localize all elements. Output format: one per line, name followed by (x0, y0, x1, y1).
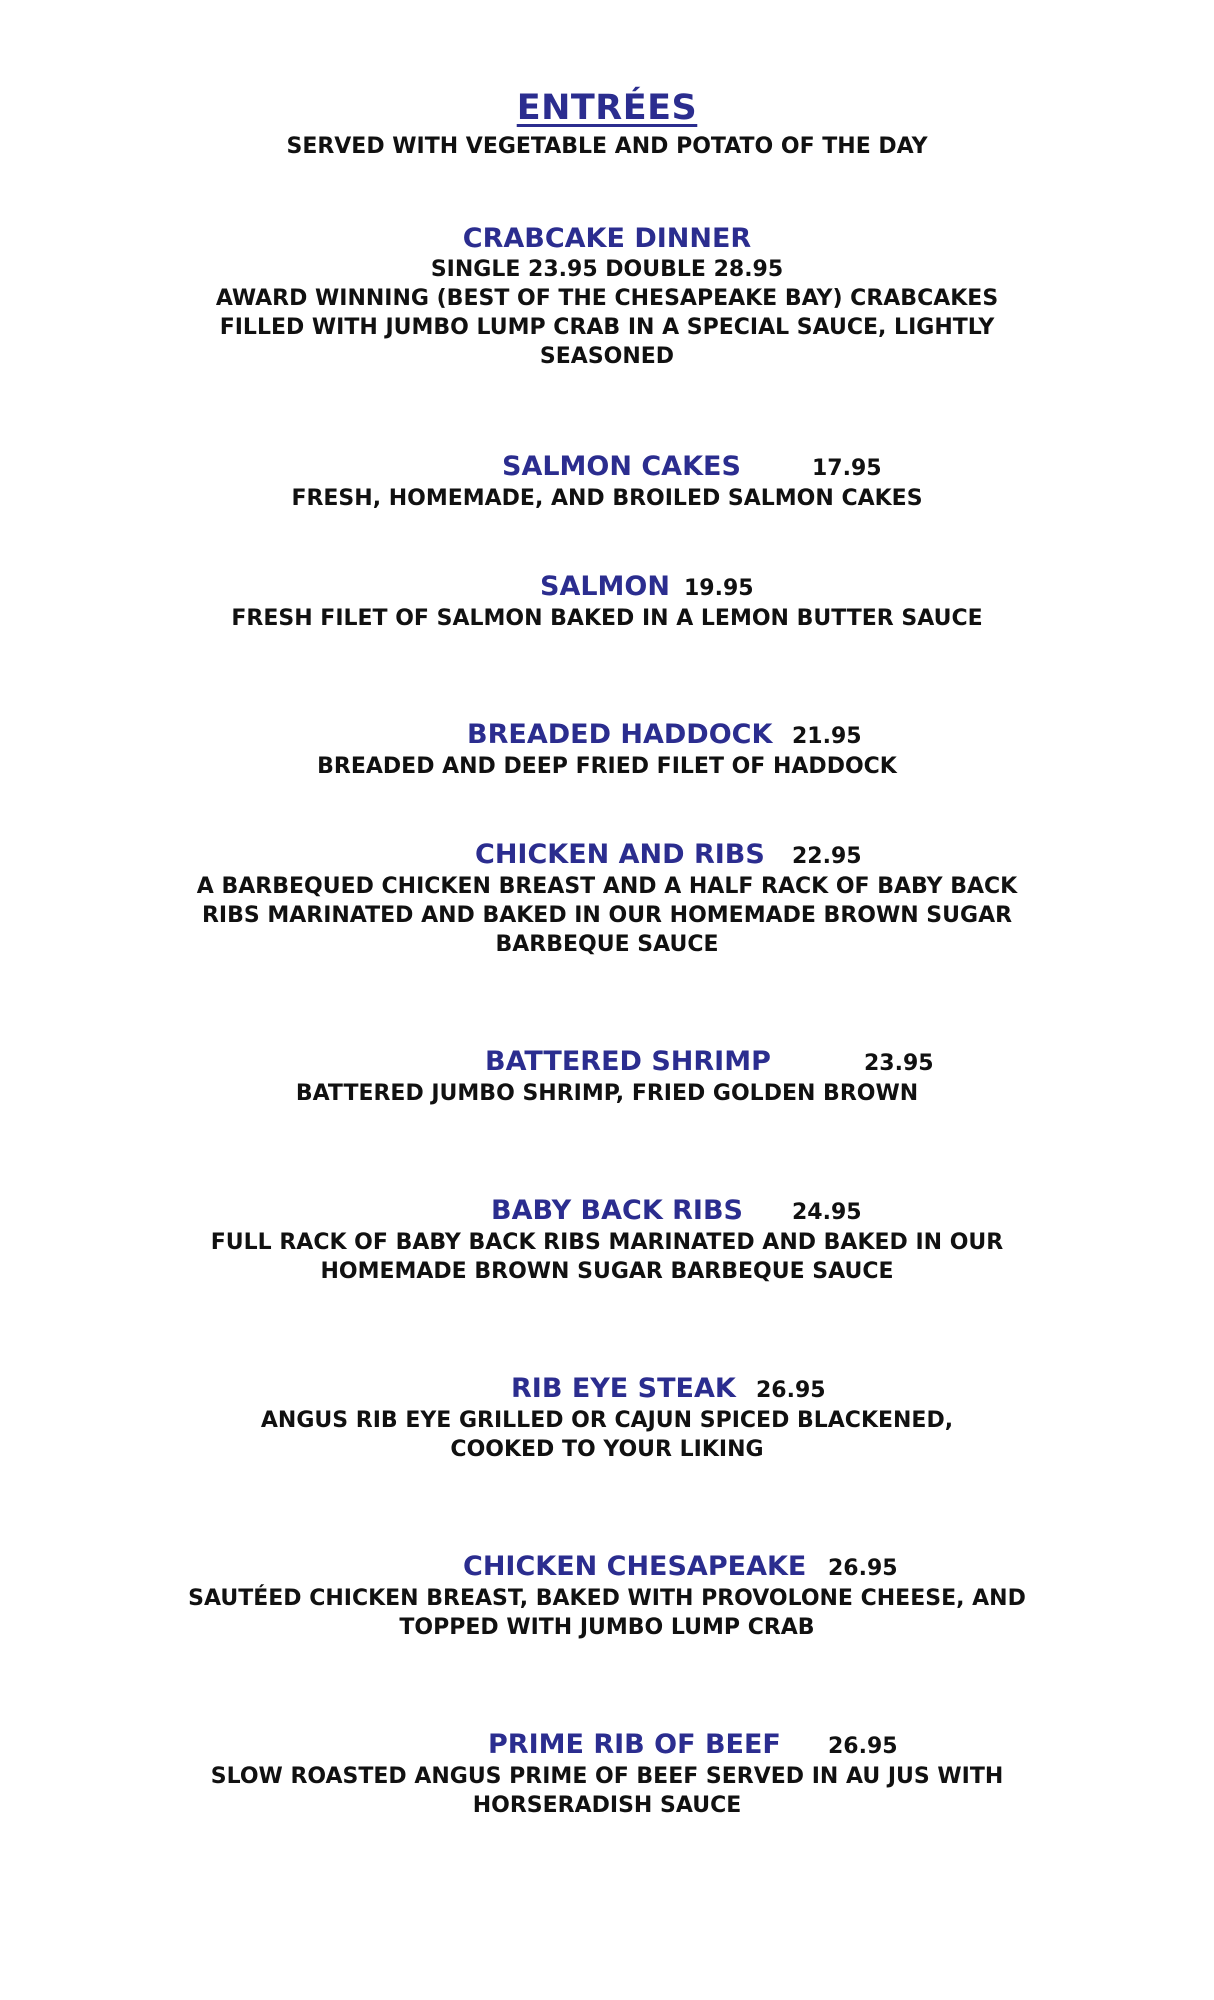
page-subtitle: SERVED WITH VEGETABLE AND POTATO OF THE DAY (286, 134, 928, 159)
item-price: 22.95 (792, 844, 862, 869)
menu-item-prime-rib-of-beef (0, 1728, 1214, 1820)
item-description: BATTERED JUMBO SHRIMP, FRIED GOLDEN BROWN (295, 1081, 919, 1106)
item-description: SLOW ROASTED ANGUS PRIME OF BEEF SERVED IN AU JUS WITH HORSERADISH SAUCE (210, 1764, 1004, 1818)
menu-item-breaded-haddock (0, 718, 1214, 781)
menu-item-rib-eye-steak (0, 1372, 1214, 1464)
item-price: 24.95 (792, 1200, 862, 1225)
item-name: BATTERED SHRIMP (485, 1046, 771, 1077)
item-name: BREADED HADDOCK (467, 719, 773, 750)
item-description: FRESH FILET OF SALMON BAKED IN A LEMON BUTTER SAUCE (231, 606, 983, 631)
item-name: CHICKEN AND RIBS (475, 839, 765, 870)
item-price: 23.95 (864, 1051, 934, 1076)
item-price: 21.95 (792, 724, 862, 749)
menu-item-battered-shrimp (0, 1045, 1214, 1108)
item-description: FRESH, HOMEMADE, AND BROILED SALMON CAKES (291, 486, 923, 511)
menu-item-crabcake-dinner (0, 222, 1214, 371)
item-name: RIB EYE STEAK (511, 1373, 736, 1404)
item-name: BABY BACK RIBS (491, 1195, 744, 1226)
item-name: PRIME RIB OF BEEF (488, 1729, 781, 1760)
menu-item-baby-back-ribs (0, 1194, 1214, 1286)
item-price: 17.95 (812, 456, 882, 481)
item-description: BREADED AND DEEP FRIED FILET OF HADDOCK (317, 754, 897, 779)
item-price: 26.95 (828, 1734, 898, 1759)
item-price: 26.95 (828, 1556, 898, 1581)
item-description: FULL RACK OF BABY BACK RIBS MARINATED AND BAKED IN OUR HOMEMADE BROWN SUGAR BARBEQUE SAUCE (210, 1230, 1004, 1284)
item-description: ANGUS RIB EYE GRILLED OR CAJUN SPICED BLACKENED, COOKED TO YOUR LIKING (260, 1408, 954, 1462)
item-description: A BARBEQUED CHICKEN BREAST AND A HALF RACK OF BABY BACK RIBS MARINATED AND BAKED IN OUR HOMEMADE BROWN SUGAR BARBEQUE SAUCE (196, 874, 1018, 957)
menu-item-chicken-and-ribs (0, 838, 1214, 959)
item-price: SINGLE 23.95 DOUBLE 28.95 (430, 257, 784, 282)
item-price: 19.95 (684, 576, 754, 601)
item-name: SALMON CAKES (502, 451, 741, 482)
page-title: ENTRÉES (516, 88, 698, 128)
menu-item-salmon (0, 570, 1214, 633)
item-name: CHICKEN CHESAPEAKE (463, 1551, 807, 1582)
item-name: CRABCAKE DINNER (462, 223, 752, 254)
item-description: AWARD WINNING (BEST OF THE CHESAPEAKE BAY) CRABCAKES FILLED WITH JUMBO LUMP CRAB IN A SPECIAL SAUCE, LIGHTLY SEASONED (215, 286, 999, 369)
item-name: SALMON (540, 571, 670, 602)
menu-item-chicken-chesapeake (0, 1550, 1214, 1642)
item-description: SAUTÉED CHICKEN BREAST, BAKED WITH PROVOLONE CHEESE, AND TOPPED WITH JUMBO LUMP CRAB (188, 1586, 1026, 1640)
menu-item-salmon-cakes (0, 450, 1214, 513)
item-price: 26.95 (756, 1378, 826, 1403)
